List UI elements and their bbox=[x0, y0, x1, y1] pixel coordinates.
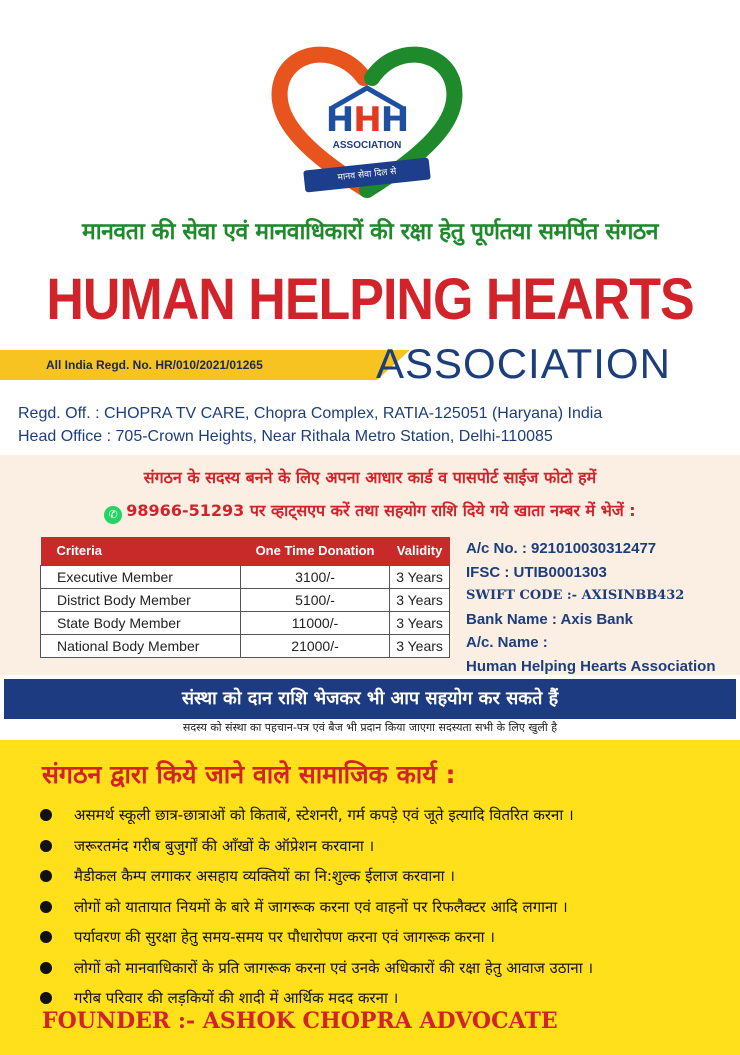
registration-number: All India Regd. No. HR/010/2021/01265 bbox=[46, 358, 263, 372]
column-header: One Time Donation bbox=[240, 537, 389, 565]
bullet-icon bbox=[40, 901, 52, 913]
list-item bbox=[40, 831, 593, 862]
account-number: A/c No. : 921010030312477 bbox=[466, 540, 657, 557]
table-cell: National Body Member bbox=[41, 634, 241, 657]
association-word: ASSOCIATION bbox=[376, 340, 671, 387]
table-cell: 21000/- bbox=[240, 634, 389, 657]
logo-ribbon: मानव सेवा दिल से bbox=[303, 157, 431, 192]
membership-instruction: संगठन के सदस्य बनने के लिए अपना आधार कार्ड व पासपोर्ट साईज फोटो हमें bbox=[143, 468, 597, 487]
bullet-icon bbox=[40, 962, 52, 974]
list-item bbox=[40, 922, 593, 953]
bullet-icon bbox=[40, 992, 52, 1004]
table-row bbox=[41, 634, 450, 657]
table-cell: Executive Member bbox=[41, 565, 241, 588]
table-row bbox=[41, 565, 450, 588]
social-works-list bbox=[40, 800, 593, 1014]
table-header-row bbox=[41, 537, 450, 565]
membership-notice: सदस्य को संस्था का पहचान-पत्र एवं बैज भी प्रदान किया जाएगा सदस्यता सभी के लिए खुली है bbox=[182, 721, 558, 734]
table-cell: 3100/- bbox=[240, 565, 389, 588]
list-item bbox=[40, 953, 593, 984]
list-item bbox=[40, 892, 593, 923]
logo-caption: ASSOCIATION bbox=[332, 140, 402, 151]
list-item-text: गरीब परिवार की लड़कियों की शादी में आर्थिक मदद करना । bbox=[74, 989, 399, 1008]
head-office: Head Office : 705-Crown Heights, Near Rithala Metro Station, Delhi-110085 bbox=[18, 428, 553, 445]
whatsapp-instruction bbox=[0, 499, 740, 524]
address-block bbox=[18, 402, 602, 448]
registered-office: Regd. Off. : CHOPRA TV CARE, Chopra Complex, RATIA-125051 (Haryana) India bbox=[18, 405, 603, 422]
bank-details bbox=[466, 537, 716, 678]
table-row bbox=[41, 588, 450, 611]
column-header: Criteria bbox=[41, 537, 241, 565]
table-cell: State Body Member bbox=[41, 611, 241, 634]
table-cell: 3 Years bbox=[390, 588, 450, 611]
table-cell: 11000/- bbox=[240, 611, 389, 634]
organization-title: HUMAN HELPING HEARTS bbox=[46, 267, 694, 333]
list-item-text: पर्यावरण की सुरक्षा हेतु समय-समय पर पौधारोपण करना एवं जागरूक करना । bbox=[74, 928, 495, 947]
table-cell: 3 Years bbox=[390, 565, 450, 588]
founder-line: FOUNDER :- ASHOK CHOPRA ADVOCATE bbox=[42, 1008, 558, 1034]
logo-letter: H bbox=[325, 100, 354, 140]
logo-letters bbox=[312, 100, 422, 140]
account-name: Human Helping Hearts Association bbox=[466, 657, 716, 675]
bullet-icon bbox=[40, 870, 52, 882]
list-item-text: लोगों को मानवाधिकारों के प्रति जागरूक करना एवं उनके अधिकारों की रक्षा हेतु आवाज उठाना । bbox=[74, 958, 594, 977]
table-cell: 3 Years bbox=[390, 611, 450, 634]
swift-code: SWIFT CODE :- AXISINBB432 bbox=[466, 588, 685, 603]
list-item-text: लोगों को यातायात नियमों के बारे में जागरूक करना एवं वाहनों पर रिफलैक्टर आदि लगाना । bbox=[74, 897, 568, 916]
social-works-title: संगठन द्वारा किये जाने वाले सामाजिक कार्य : bbox=[42, 760, 456, 789]
column-header: Validity bbox=[390, 537, 450, 565]
list-item bbox=[40, 861, 593, 892]
table-cell: 5100/- bbox=[240, 588, 389, 611]
bullet-icon bbox=[40, 840, 52, 852]
donation-banner: संस्था को दान राशि भेजकर भी आप सहयोग कर सकते हैं bbox=[4, 679, 736, 719]
table-row bbox=[41, 611, 450, 634]
hindi-tagline: मानवता की सेवा एवं मानवाधिकारों की रक्षा हेतु पूर्णतया समर्पित संगठन bbox=[81, 219, 659, 245]
list-item-text: असमर्थ स्कूली छात्र-छात्राओं को किताबें, स्टेशनरी, गर्म कपड़े एवं जूते इत्यादि वितरित करना । bbox=[74, 806, 574, 825]
logo-letter: H bbox=[380, 100, 409, 140]
logo-letter: H bbox=[353, 100, 381, 140]
whatsapp-text: 98966-51293 पर व्हाट्सएप करें तथा सहयोग राशि दिये गये खाता नम्बर में भेजें : bbox=[126, 501, 636, 520]
table-cell: 3 Years bbox=[390, 634, 450, 657]
bank-name: Bank Name : Axis Bank bbox=[466, 610, 634, 628]
list-item-text: जरूरतमंद गरीब बुजुर्गों की आँखों के ऑप्रेशन करवाना । bbox=[74, 836, 375, 855]
account-name-label: A/c. Name : bbox=[466, 634, 548, 651]
list-item-text: मैडीकल कैम्प लगाकर असहाय व्यक्तियों का नि:शुल्क ईलाज करवाना । bbox=[74, 867, 455, 886]
ifsc-code: IFSC : UTIB0001303 bbox=[466, 563, 607, 581]
whatsapp-icon: ✆ bbox=[104, 506, 122, 524]
table-cell: District Body Member bbox=[41, 588, 241, 611]
bullet-icon bbox=[40, 809, 52, 821]
list-item bbox=[40, 800, 593, 831]
membership-fee-table bbox=[40, 537, 450, 658]
association-logo bbox=[262, 40, 472, 200]
bullet-icon bbox=[40, 931, 52, 943]
